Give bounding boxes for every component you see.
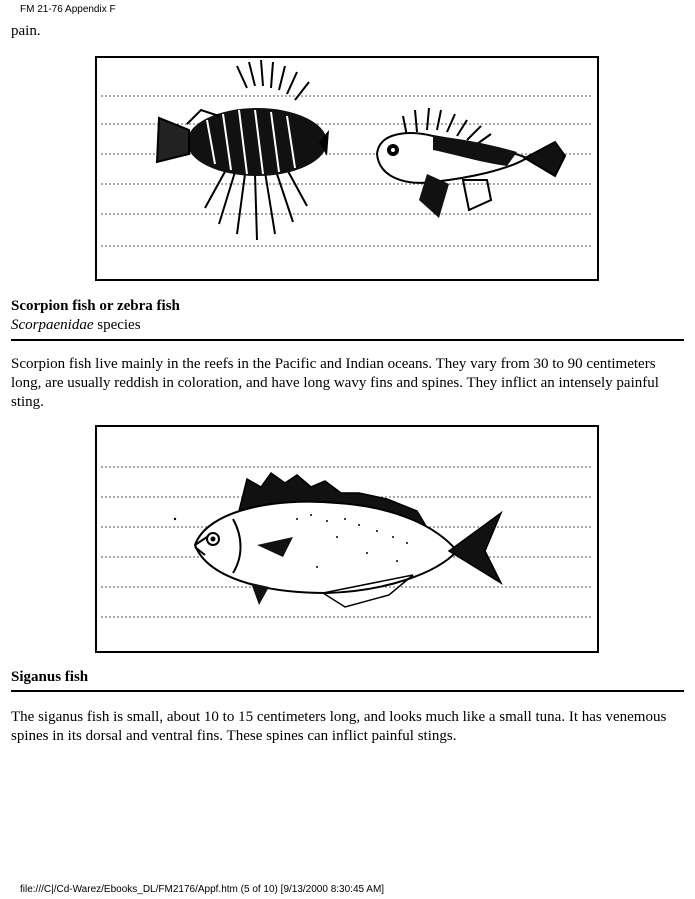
siganus-fish-title: Siganus fish (11, 669, 89, 685)
section-divider (11, 690, 684, 692)
scorpion-fish-drawing (97, 58, 597, 279)
section-divider (11, 339, 684, 341)
scorpion-fish-illustration (95, 56, 599, 281)
scorpion-fish-species (11, 316, 141, 335)
scorpion-fish-title: Scorpion fish or zebra fish (11, 298, 180, 314)
siganus-fish-illustration (95, 425, 599, 653)
species-suffix: species (93, 317, 141, 333)
running-head: FM 21-76 Appendix F (20, 4, 116, 15)
siganus-fish-description: The siganus fish is small, about 10 to 15 centimeters long, and looks much like a small tuna. It has venemous spines in its dorsal and ventral fins. These spines can inflict painful stings. (11, 709, 667, 744)
scorpion-fish-description: Scorpion fish live mainly in the reefs in the Pacific and Indian oceans. They vary from 30 to 90 centimeters long, are usually reddish in coloration, and have long wavy fins and spines. They inflict an intensely painful sting. (11, 356, 659, 410)
siganus-fish-drawing (97, 427, 597, 651)
continued-text: pain. (11, 23, 41, 39)
source-footer: file:///C|/Cd-Warez/Ebooks_DL/FM2176/Appf.htm (5 of 10) [9/13/2000 8:30:45 AM] (20, 884, 385, 895)
species-name: Scorpaenidae (11, 317, 94, 333)
